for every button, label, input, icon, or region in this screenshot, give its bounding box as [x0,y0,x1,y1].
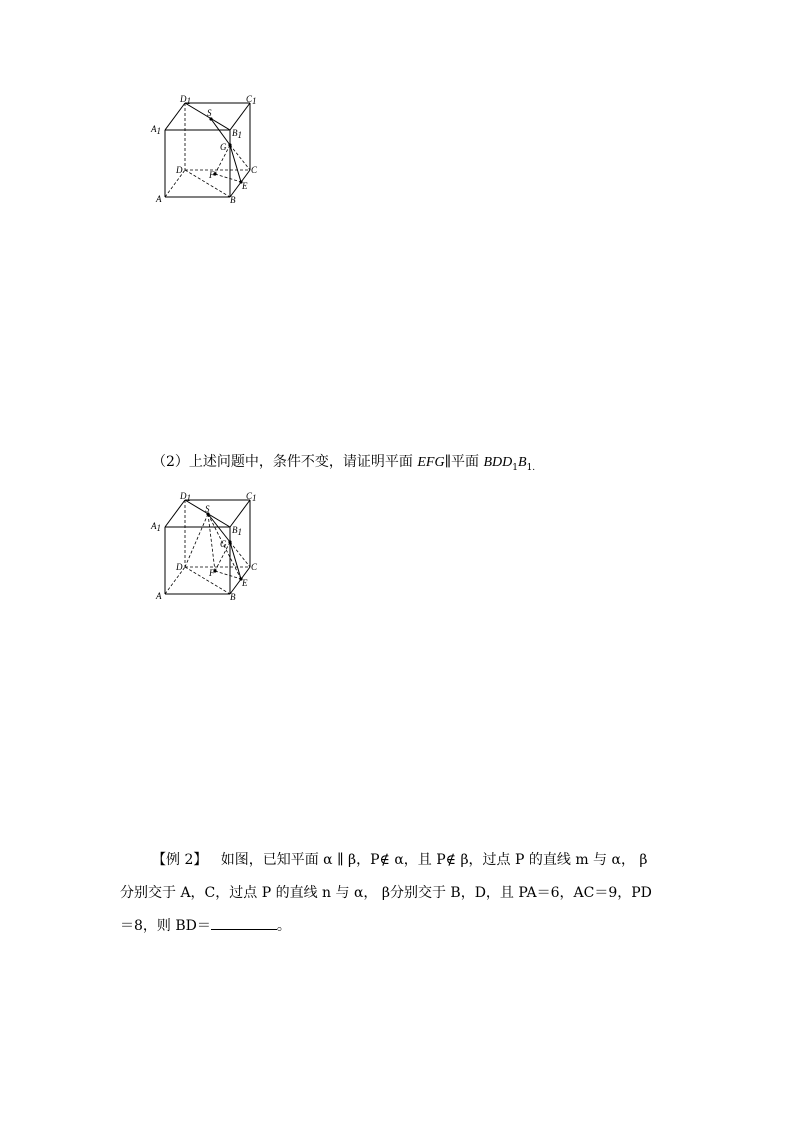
label-f: F [209,568,215,578]
label-d: D [176,165,183,175]
example2-line1: 【例 2】 如图，已知平面 α ∥ β，P∉ α，且 P∉ β，过点 P 的直线 m 与 α， β [152,852,648,868]
hidden-seg-g-c [230,145,250,170]
label-s: S [207,108,212,118]
point-g [228,143,231,146]
label-g: G [220,539,227,549]
cube-figure-1 [145,90,270,210]
label-e: E [242,578,248,588]
label-b: B [230,592,236,602]
label-f: F [209,170,215,180]
example2-tag: 【例 2】 [152,852,208,868]
label-d1: D1 [180,491,191,503]
label-a: A [156,591,162,601]
label-a1: A1 [151,521,161,533]
hidden-seg-f-e [215,174,241,182]
label-b1: B1 [232,128,242,140]
example2-line3: ＝8，则 BD＝ 。 [120,915,291,936]
edge-b1-c1 [230,103,250,130]
label-c: C [251,562,258,572]
answer-blank[interactable] [211,915,277,930]
part2-statement: （2）上述问题中，条件不变，请证明平面 EFG∥平面 $BDD_1B_{1.}$ [152,454,536,473]
cube-figure-2 [145,487,270,607]
label-b: B [230,195,236,205]
label-g: G [220,142,227,152]
label-c1: C1 [246,94,257,106]
label-b1: B1 [232,525,242,537]
edge-a1-d1 [165,103,185,130]
label-e: E [242,181,248,191]
label-c1: C1 [246,491,257,503]
label-c: C [251,165,258,175]
hidden-diag-d-b [185,170,230,197]
label-s: S [205,504,210,514]
label-d: D [176,562,183,572]
label-d1: D1 [180,94,191,106]
label-a1: A1 [151,124,161,136]
label-a: A [156,194,162,204]
example2-line2: 分别交于 A，C，过点 P 的直线 n 与 α， β分别交于 B，D，且 PA＝6，AC＝9，PD [120,885,652,901]
seg-g-e [230,145,241,182]
